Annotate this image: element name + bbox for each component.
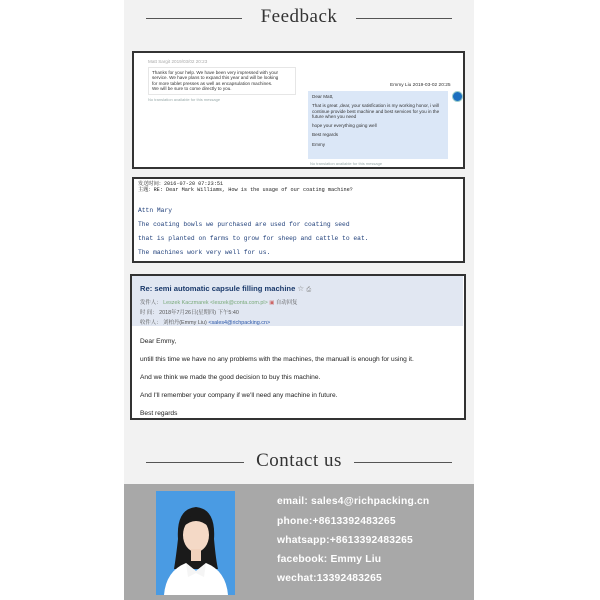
contact-facebook[interactable]: facebook: Emmy Liu	[277, 554, 382, 565]
contact-email[interactable]: email: sales4@richpacking.cn	[277, 496, 430, 507]
incoming-line: Thanks for your help. We have been very impressed with your	[152, 69, 279, 75]
incoming-line: service. We have plans to expand this year and will be looking	[152, 75, 279, 81]
page-column	[124, 0, 474, 600]
email-screenshot-card-1	[132, 177, 465, 263]
email-body-line: And I'll remember your company if we'll need any machine in future.	[140, 392, 338, 399]
outgoing-paragraph: Dear Matt,	[312, 94, 334, 99]
sender-name[interactable]: Leszek Kaczmarek	[163, 300, 209, 306]
chat-screenshot-card	[132, 51, 465, 169]
email-subject: 主题：RE: Dear Mark Williams, How is the usage of our coating machine?	[138, 187, 353, 193]
incoming-message-meta: Matt Sargit 2019/03/02 20:23	[148, 59, 208, 64]
star-icon[interactable]: ☆	[297, 284, 305, 293]
outgoing-message-footer: No translation available for this message	[310, 161, 383, 166]
email-header	[138, 181, 353, 193]
email-time-line	[140, 308, 239, 316]
feedback-rule-right	[356, 18, 452, 19]
email-body-line: that is planted on farms to grow for sheep and cattle to eat.	[138, 235, 369, 242]
contact-title: Contact us	[256, 450, 342, 471]
incoming-message	[148, 59, 296, 103]
auto-reply-icon: ▣	[269, 300, 275, 306]
recipient-label: 收件人：	[140, 320, 162, 326]
recipient-name[interactable]: 刘柏丹(Emmy Liu)	[163, 320, 207, 326]
incoming-message-bubble	[148, 67, 296, 95]
contact-whatsapp[interactable]: whatsapp:+8613392483265	[277, 535, 413, 546]
email-body-line: Best regards	[140, 410, 178, 417]
avatar	[452, 91, 463, 102]
email-body-line: The machines work very well for us.	[138, 249, 271, 256]
email-body-line: Dear Emmy,	[140, 338, 177, 345]
email-body-line: Attn Mary	[138, 207, 173, 214]
time-label: 时 间：	[140, 310, 158, 316]
email-recipient-line	[140, 318, 270, 326]
incoming-line: for more tablet presses as well as encapsulation machines.	[152, 80, 273, 86]
email-body-line: And we think we made the good decision to buy this machine.	[140, 374, 321, 381]
outgoing-paragraph: Best regards	[312, 132, 339, 138]
email-date: 发送时间：2016-07-20 07:23:51	[138, 181, 224, 187]
outgoing-paragraph: Emmy	[312, 141, 326, 147]
email-screenshot-card-2	[130, 274, 466, 420]
outgoing-message-bubble	[308, 91, 448, 159]
recipient-address: <sales4@richpacking.cn>	[208, 320, 271, 326]
email-body-line: untill this time we have no any problems with the machines, the manuall is enough for using it.	[140, 356, 414, 363]
contact-phone[interactable]: phone:+8613392483265	[277, 516, 396, 527]
outgoing-paragraph: That is great ,dear, your satisfication is my working honor, i will continue provide best machine and best services for you in the future when you need	[312, 103, 440, 120]
incoming-message-footer: No translation available for this message	[148, 96, 221, 102]
incoming-line: We will be sure to come directly to you.	[152, 86, 232, 92]
email-body-line: The coating bowls we purchased are used for coating seed	[138, 221, 350, 228]
contact-rule-right	[354, 462, 452, 463]
print-icon[interactable]: ⎙	[306, 287, 312, 293]
sender-label: 发件人：	[140, 300, 162, 306]
person-portrait-icon	[156, 491, 235, 595]
auto-reply-label[interactable]: 自动回复	[275, 300, 298, 306]
email-sender-line	[140, 298, 297, 306]
sender-address: <leszek@conta.com.pl>	[210, 300, 268, 306]
outgoing-message-meta: Emmy Liu 2019-03-02 20:25	[390, 83, 451, 88]
email-subject-title	[140, 284, 311, 294]
feedback-title: Feedback	[260, 6, 338, 27]
email-subject-text: Re: semi automatic capsule filling machine	[140, 284, 296, 293]
profile-photo	[156, 491, 235, 595]
outgoing-paragraph: hope your everything going well	[312, 123, 377, 129]
contact-panel	[124, 484, 474, 600]
time-value: 2018年7月26日(星期四) 下午5:40	[159, 310, 239, 316]
email-subject-bar	[132, 276, 463, 326]
contact-wechat[interactable]: wechat:13392483265	[277, 573, 382, 584]
